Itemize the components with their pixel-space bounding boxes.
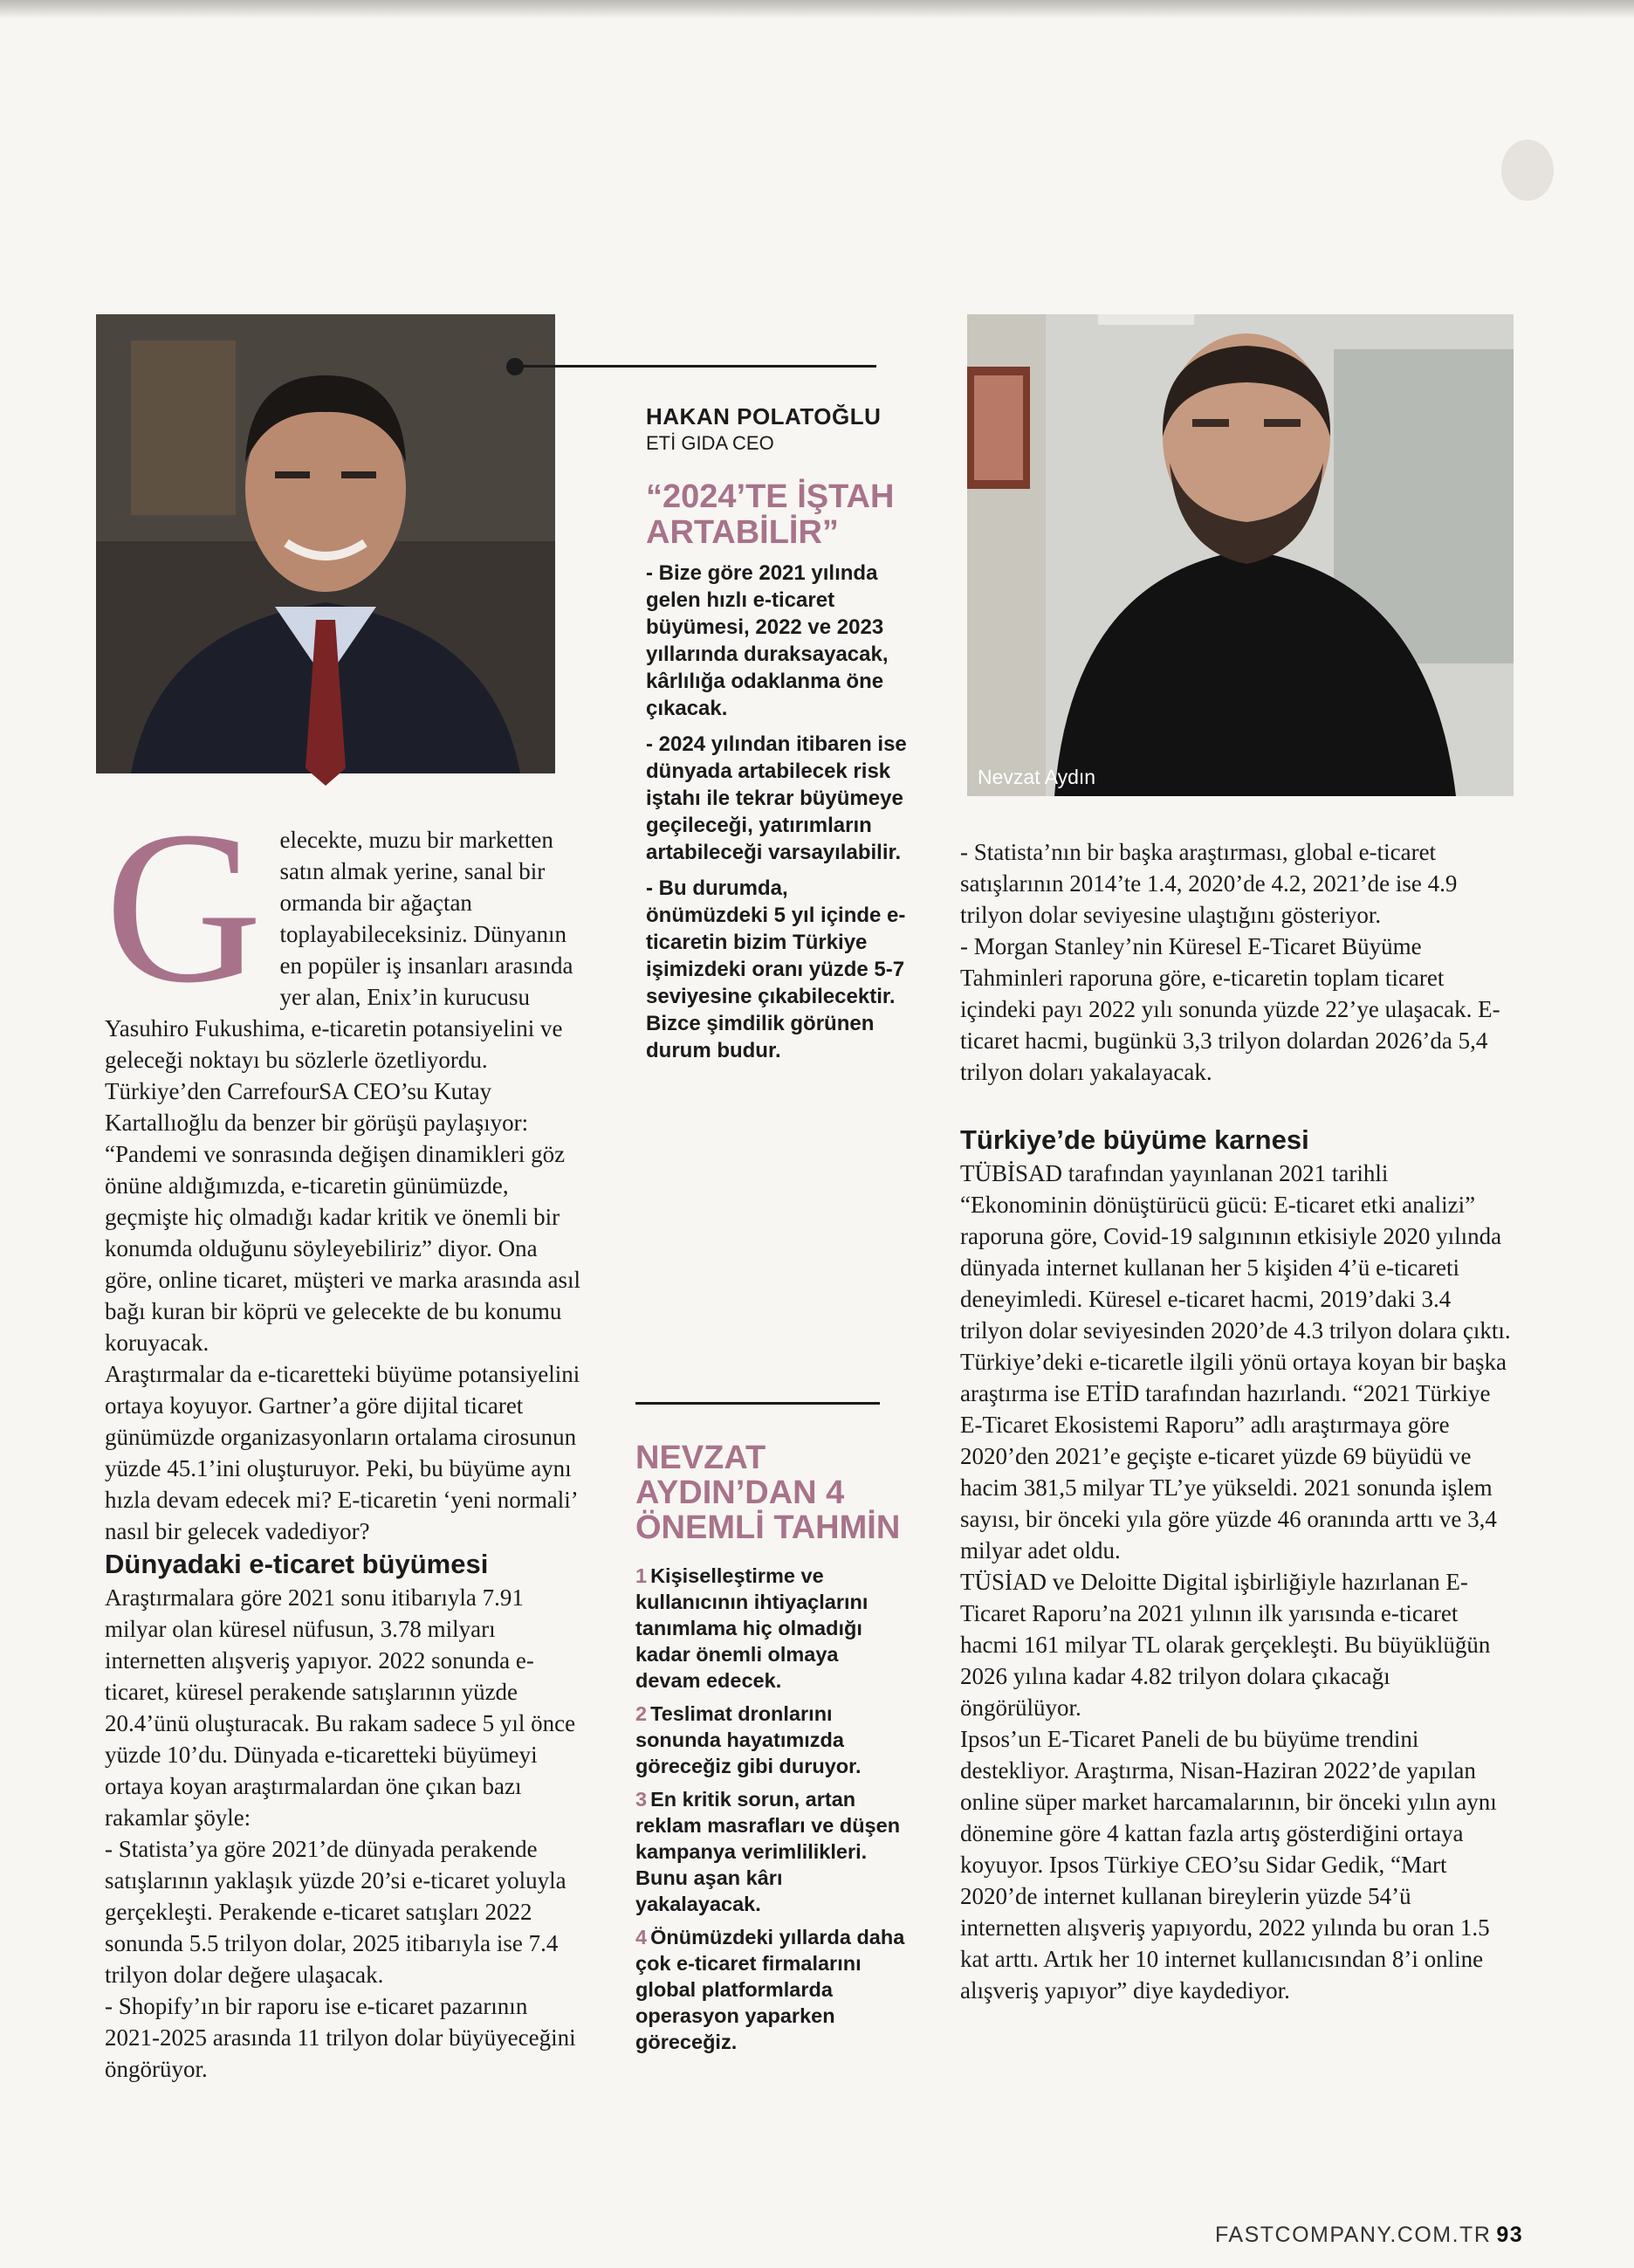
prediction-text: Önümüzdeki yıllarda daha çok e-ticaret firmalarını global platformlarda operasyon yaparken göreceğiz.	[635, 1926, 905, 2053]
article-paragraph: TÜSİAD ve Deloitte Digital işbirliğiyle hazırlanan E-Ticaret Raporu’na 2021 yılının ilk yarısında e-ticaret hacmi 161 milyar TL olarak gerçekleşti. Bu büyüklüğün 2026 yılına kadar 4.82 trilyon dolara çıkacağı öngörülüyor.	[960, 1569, 1491, 1721]
article-column-right	[960, 836, 1512, 2006]
page-top-shadow	[0, 0, 1634, 19]
prediction-number: 1	[635, 1564, 648, 1587]
page-footer	[1215, 2223, 1523, 2248]
prediction-item	[635, 1563, 906, 1694]
bleed-through-mark	[1309, 131, 1414, 157]
quote-person-name: HAKAN POLATOĞLU	[646, 403, 882, 430]
article-paragraph: - Statista’ya göre 2021’de dünyada perakende satışlarının yaklaşık yüzde 20’si e-ticaret yoluyla gerçekleşti. Perakende e-ticaret satışları 2022 sonunda 5.5 trilyon dolar, 2025 itibarıyla ise 7.4 trilyon dolar değere ulaşacak.	[105, 1836, 566, 1988]
prediction-text: Kişiselleştirme ve kullanıcının ihtiyaçlarını tanımlama hiç olmadığı kadar önemli olmaya devam edecek.	[635, 1564, 868, 1692]
prediction-item	[635, 1786, 906, 1917]
hakan-polatoglu-photo	[96, 314, 555, 773]
quote-item: - Bu durumda, önümüzdeki 5 yıl içinde e-ticaretin bizim Türkiye işimizdeki oranı yüzde 5-7 seviyesine çıkabilecektir. Bizce şimdilik görünen durum budur.	[646, 876, 906, 1062]
photo-caption: Nevzat Aydın	[978, 766, 1096, 788]
prediction-number: 2	[635, 1702, 648, 1725]
predictions-divider	[635, 1402, 880, 1405]
prediction-item	[635, 1924, 906, 2055]
bleed-through-letter	[1501, 140, 1554, 201]
section-heading: Dünyadaki e-ticaret büyümesi	[105, 1549, 489, 1579]
quote-item: - 2024 yılından itibaren ise dünyada artabilecek risk iştahı ile tekrar büyümeye geçileceği, yatırımların artabileceği varsayılabilir.	[646, 732, 907, 864]
article-paragraph: Türkiye’deki e-ticaretle ilgili yönü ortaya koyan bir başka araştırma ise ETİD tarafından hazırlandı. “2021 Türkiye E-Ticaret Ekosistemi Raporu” adlı araştırmaya göre 2020’den 2021’e geçişte e-ticaret yüzde 69 büyüdü ve hacim 381,5 milyar TL’ye yükseldi. 2021 sonunda işlem sayısı, bir önceki yıla göre yüzde 46 oranında arttı ve 3,4 milyar adet oldu.	[960, 1349, 1507, 1564]
prediction-text: Teslimat dronlarını sonunda hayatımızda göreceğiz gibi duruyor.	[635, 1702, 862, 1777]
article-column-left	[105, 787, 587, 2082]
intro-text: elecekte, muzu bir marketten satın almak yerine, sanal bir ormanda bir ağaçtan toplayabileceksiniz. Dünyanın en popüler iş insanları arasında yer alan, Enix’in kurucusu Yasuhiro Fukushima, e-ticaretin potansiyelini ve geleceği noktayı bu sözlerle özetliyordu.	[105, 827, 573, 1073]
quote-box	[646, 403, 908, 1073]
quote-person-role: ETİ GIDA CEO	[646, 432, 774, 454]
article-paragraph: TÜBİSAD tarafından yayınlanan 2021 tarihli “Ekonominin dönüştürücü gücü: E-ticaret etki analizi” raporuna göre, Covid-19 salgınının etkisiyle 2020 yılında dünyada internet kullanan her 5 kişiden 4’ü e-ticareti deneyimledi. Küresel e-ticaret hacmi, 2019’daki 3.4 trilyon dolar seviyesinden 2020’de 4.3 trilyon dolara çıktı.	[960, 1160, 1511, 1344]
predictions-box	[635, 1440, 906, 2062]
article-paragraph: Araştırmalara göre 2021 sonu itibarıyla 7.91 milyar olan küresel nüfusun, 3.78 milyarı internetten alışveriş yapıyor. 2022 sonunda e-ticaret, küresel perakende satışlarının yüzde 20.4’ünü oluşturacak. Bu rakam sadece 5 yıl önce yüzde 10’du. Dünyada e-ticaretteki büyümeyi ortaya koyan araştırmalardan öne çıkan bazı rakamlar şöyle:	[105, 1584, 576, 1831]
prediction-number: 4	[635, 1926, 648, 1948]
drop-cap: G	[105, 787, 263, 1028]
quote-title: “2024’TE İŞTAH ARTABİLİR”	[646, 478, 895, 551]
quote-divider	[510, 365, 876, 368]
article-paragraph: - Shopify’ın bir raporu ise e-ticaret pazarının 2021-2025 arasında 11 trilyon dolar büyüyeceğini öngörüyor.	[105, 1993, 576, 2082]
article-paragraph: Ipsos’un E-Ticaret Paneli de bu büyüme trendini destekliyor. Araştırma, Nisan-Haziran 2022’de yapılan online süper market harcamalarının, bir önceki yılın aynı dönemine göre 4 kattan fazla artış gösterdiğini ortaya koyuyor. Ipsos Türkiye CEO’su Sidar Gedik, “Mart 2020’de internet kullanan bireylerin yüzde 54’ü internetten alışveriş yapıyordu, 2022 yılında bu oran 1.5 kat arttı. Artık her 10 internet kullanıcısından 8’i online alışveriş yapıyor” diye kaydediyor.	[960, 1726, 1497, 2003]
article-paragraph: - Statista’nın bir başka araştırması, global e-ticaret satışlarının 2014’te 1.4, 2020’de 4.2, 2021’de ise 4.9 trilyon dolar seviyesine ulaştığını gösteriyor.	[960, 839, 1458, 928]
prediction-item	[635, 1701, 906, 1779]
nevzat-aydin-photo	[967, 314, 1514, 796]
article-paragraph: Araştırmalar da e-ticaretteki büyüme potansiyelini ortaya koyuyor. Gartner’a göre dijital ticaret günümüzde organizasyonların ortalama cirosunun yüzde 45.1’ini oluşturuyor. Peki, bu büyüme aynı hızla devam edecek mi? E-ticaretin ‘yeni normali’ nasıl bir gelecek vadediyor?	[105, 1361, 580, 1544]
intro-paragraph	[105, 787, 587, 1076]
page-number: 93	[1496, 2223, 1524, 2247]
prediction-text: En kritik sorun, artan reklam masrafları ve düşen kampanya verimlilikleri. Bunu aşan kârı yakalayacak.	[635, 1788, 901, 1915]
predictions-title: NEVZAT AYDIN’DAN 4 ÖNEMLİ TAHMİN	[635, 1440, 901, 1546]
article-paragraph: Türkiye’den CarrefourSA CEO’su Kutay Kartallıoğlu da benzer bir görüşü paylaşıyor: “Pandemi ve sonrasında değişen dinamikleri göz önüne aldığımızda, e-ticaretin günümüzde, geçmişte hiç olmadığı kadar kritik ve önemli bir konumda olduğunu söyleyebiliriz” diyor. Ona göre, online ticaret, müşteri ve marka arasında asıl bağı kuran bir köprü ve gelecekte de bu konumu koruyacak.	[105, 1078, 581, 1356]
footer-site: FASTCOMPANY.COM.TR	[1215, 2223, 1492, 2247]
prediction-number: 3	[635, 1788, 648, 1811]
article-paragraph: - Morgan Stanley’nin Küresel E-Ticaret Büyüme Tahminleri raporuna göre, e-ticaretin toplam ticaret içindeki payı 2022 yılı sonunda yüzde 22’ye ulaşacak. E-ticaret hacmi, bugünkü 3,3 trilyon dolardan 2026’da 5,4 trilyon doları yakalayacak.	[960, 933, 1500, 1085]
quote-item: - Bize göre 2021 yılında gelen hızlı e-ticaret büyümesi, 2022 ve 2023 yıllarında duraksayacak, kârlılığa odaklanma öne çıkacak.	[646, 561, 889, 720]
section-heading: Türkiye’de büyüme karnesi	[960, 1124, 1309, 1155]
